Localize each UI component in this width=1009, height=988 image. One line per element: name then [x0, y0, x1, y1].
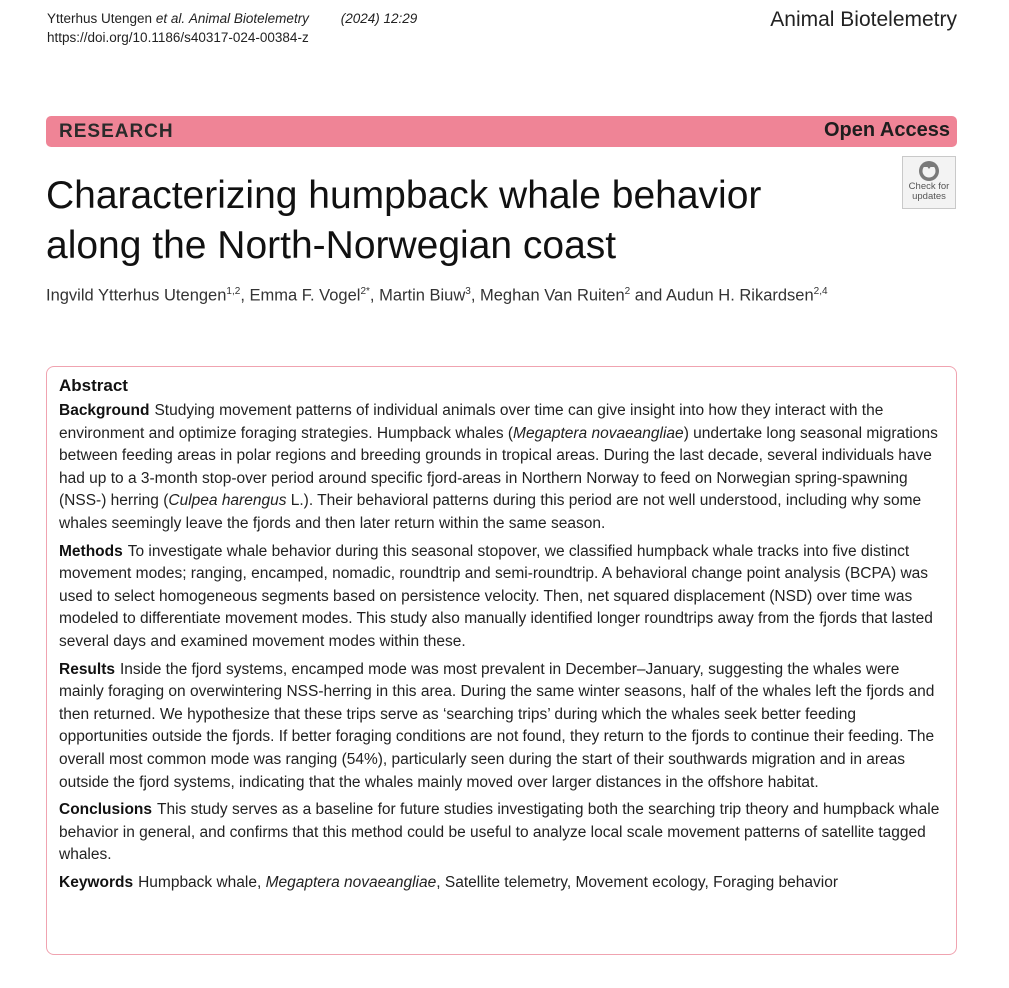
article-type-label: RESEARCH: [59, 121, 174, 142]
background-text: ) undertake long seasonal migrations between feeding areas in polar regions and breeding grounds in tropical areas. During the last decade, several individuals have had up to a 3-month stop-over period around specific fjord-areas in Northern Norway to feed on Norwegian spring-spawning (NSS-) herring (: [59, 424, 938, 510]
title-line-1: Characterizing humpback whale behavior: [46, 174, 762, 217]
abstract-heading: Abstract: [59, 376, 128, 395]
background-text: L.). Their behavioral patterns during this period are not well understood, including why some whales seemingly leave the fjords and then later return within the same season.: [59, 492, 922, 532]
abstract-keywords: [59, 872, 944, 895]
author-separator: and: [630, 286, 666, 305]
check-updates-line2: updates: [912, 191, 946, 202]
background-label: Background: [59, 402, 150, 419]
title-line-2: along the North-Norwegian coast: [46, 224, 617, 267]
author-affiliation: 1,2: [226, 286, 241, 297]
check-for-updates-badge[interactable]: [902, 156, 956, 209]
abstract-methods: [59, 541, 944, 654]
abstract-box: [46, 366, 957, 955]
results-text: Inside the fjord systems, encamped mode was most prevalent in December–January, suggesting the whales were mainly foraging on overwintering NSS-herring in this area. During the same winter seasons, half of the whales left the fjords and then returned. We hypothesize that these trips serve as ‘searching trips’ during which the whales seek better feeding opportunities outside the fjords. If better foraging conditions are not found, they return to the fjords to continue their feeding. The overall most common mode was ranging (54%), particularly seen during the start of their southwards migration and in areas outside the fjord systems, indicating that the whales mainly moved over larger distances in the offshore habitat.: [59, 660, 935, 791]
citation-year: (2024) 12:29: [340, 11, 418, 26]
citation-authors: Ytterhus Utengen: [47, 11, 153, 26]
article-type-banner: [46, 116, 957, 147]
author-name: Audun H. Rikardsen: [666, 286, 814, 305]
conclusions-text: This study serves as a baseline for future studies investigating both the searching trip theory and humpback whale behavior in general, and confirms that this method could be useful to analyze local scale movement patterns of satellite tagged whales.: [59, 801, 940, 864]
methods-label: Methods: [59, 542, 123, 560]
author-name: Ingvild Ytterhus Utengen: [46, 286, 227, 305]
conclusions-label: Conclusions: [59, 801, 153, 819]
author-name: Meghan Van Ruiten: [480, 286, 625, 305]
abstract-results: [59, 659, 944, 795]
article-title: [46, 171, 886, 271]
species-name: Megaptera novaeangliae: [513, 424, 684, 442]
results-label: Results: [59, 660, 115, 678]
journal-name: Animal Biotelemetry: [770, 8, 957, 31]
citation-line: [47, 9, 417, 28]
species-name: Culpea harengus: [168, 492, 287, 510]
author-affiliation: 2,4: [813, 286, 828, 297]
background-text: Studying movement patterns of individual animals over time can give insight into how they interact with the environment and optimize foraging strategies. Humpback whales (: [59, 402, 884, 442]
author-affiliation: 2: [624, 286, 631, 297]
author-affiliation: 3: [465, 286, 471, 297]
author-name: Martin Biuw: [379, 286, 466, 305]
methods-text: To investigate whale behavior during this seasonal stopover, we classified humpback whale tracks into five distinct movement modes; ranging, encamped, nomadic, roundtrip and semi-roundtrip. A behavioral change point analysis (BCPA) was used to select homogeneous segments based on persistence velocity. Then, net squared displacement (NSD) over time was modeled to differentiate movement modes. This study also manually identified longer roundtrips away from the fjords that lasted several days and examined movement modes within these.: [59, 542, 933, 650]
author-name: Emma F. Vogel: [249, 286, 361, 305]
keywords-label: Keywords: [59, 873, 134, 891]
citation-journal: Animal Biotelemetry: [188, 11, 309, 26]
species-name: Megaptera novaeangliae: [265, 873, 437, 891]
keywords-text: Humpback whale,: [138, 873, 266, 891]
author-separator: ,: [369, 286, 380, 305]
citation-block: [47, 9, 417, 47]
doi-link[interactable]: https://doi.org/10.1186/s40317-024-00384-z: [47, 30, 309, 45]
author-list: [46, 286, 828, 306]
abstract-conclusions: [59, 799, 944, 867]
author-separator: ,: [240, 286, 250, 305]
keywords-text: , Satellite telemetry, Movement ecology, Foraging behavior: [436, 873, 839, 891]
author-separator: ,: [470, 286, 481, 305]
abstract-background: [59, 400, 944, 536]
check-updates-line1: Check for: [908, 181, 950, 192]
author-affiliation: 2*: [360, 286, 370, 297]
citation-etal: et al.: [155, 11, 186, 26]
check-for-updates-icon: [918, 160, 940, 182]
open-access-label: Open Access: [824, 119, 950, 141]
